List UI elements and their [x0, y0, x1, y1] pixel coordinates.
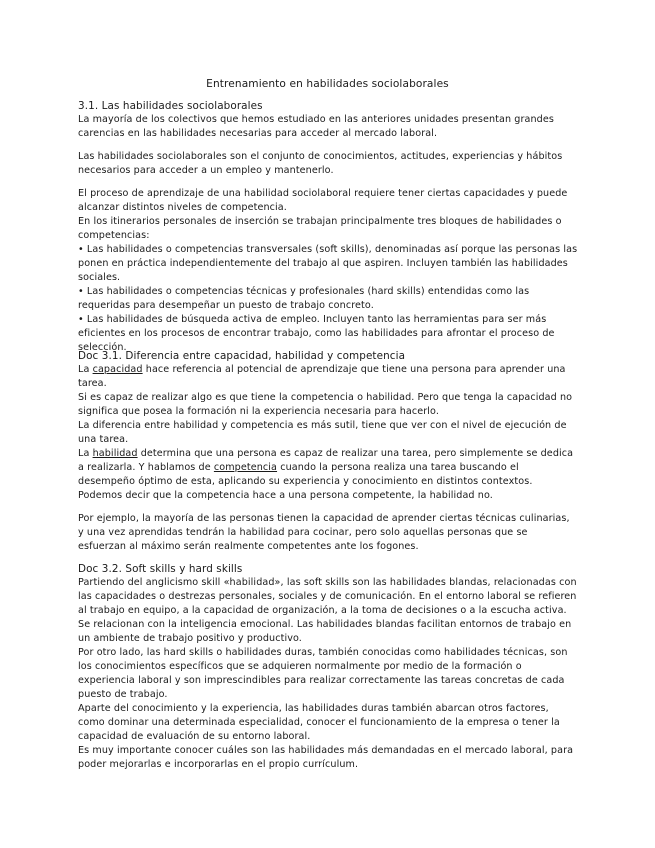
paragraph: Podemos decir que la competencia hace a una persona competente, la habilidad no. [78, 490, 493, 501]
section-heading-doc-3-1: Doc 3.1. Diferencia entre capacidad, habilidad y competencia [78, 350, 406, 362]
doc-3-2-body [78, 576, 578, 772]
term-competencia: competencia [213, 462, 278, 473]
paragraph: Aparte del conocimiento y la experiencia, las habilidades duras también abarcan otros factores, como dominar una determinada especialidad, conocer el funcionamiento de la empresa o tener la capacidad de evaluación de su entorno laboral. [78, 703, 560, 742]
paragraph: Las habilidades sociolaborales son el conjunto de conocimientos, actitudes, experiencias y hábitos necesarios para acceder a un empleo y mantenerlo. [78, 151, 563, 176]
paragraph: Por otro lado, las hard skills o habilidades duras, también conocidas como habilidades técnicas, son los conocimientos específicos que se adquieren normalmente por medio de la formación o experiencia laboral y son imprescindibles para realizar correctamente las tareas concretas de cada puesto de trabajo. [78, 647, 568, 700]
section-3-1-body [78, 113, 578, 355]
paragraph: La diferencia entre habilidad y competencia es más sutil, tiene que ver con el nivel de ejecución de una tarea. [78, 420, 567, 445]
term-habilidad: habilidad [92, 448, 138, 459]
paragraph: En los itinerarios personales de inserción se trabajan principalmente tres bloques de habilidades o competencias: [78, 216, 562, 241]
bullet-item: • Las habilidades de búsqueda activa de empleo. Incluyen tanto las herramientas para ser más eficientes en los procesos de encontrar trabajo, como las habilidades para afrontar el proceso de selección. [78, 314, 555, 353]
paragraph: Si es capaz de realizar algo es que tiene la competencia o habilidad. Pero que tenga la capacidad no significa que posea la formación ni la experiencia necesaria para hacerlo. [78, 392, 573, 417]
paragraph: La capacidad hace referencia al potencial de aprendizaje que tiene una persona para aprender una tarea. [78, 364, 566, 389]
paragraph: El proceso de aprendizaje de una habilidad sociolaboral requiere tener ciertas capacidades y puede alcanzar distintos niveles de competencia. [78, 188, 568, 213]
term-capacidad: capacidad [92, 364, 143, 375]
paragraph: La mayoría de los colectivos que hemos estudiado en las anteriores unidades presentan grandes carencias en las habilidades necesarias para acceder al mercado laboral. [78, 114, 554, 139]
document-title: Entrenamiento en habilidades sociolaborales [206, 78, 449, 90]
section-heading-3-1: 3.1. Las habilidades sociolaborales [78, 100, 263, 112]
paragraph: Es muy importante conocer cuáles son las habilidades más demandadas en el mercado laboral, para poder mejorarlas e incorporarlas en el propio currículum. [78, 745, 574, 770]
paragraph: Por ejemplo, la mayoría de las personas tienen la capacidad de aprender ciertas técnicas culinarias, y una vez aprendidas tendrán la habilidad para cocinar, pero solo aquellas personas que se esfuerzan al máximo serán realmente competentes ante los fogones. [78, 513, 570, 552]
bullet-item: • Las habilidades o competencias técnicas y profesionales (hard skills) entendidas como las requeridas para desempeñar un puesto de trabajo concreto. [78, 286, 530, 311]
bullet-item: • Las habilidades o competencias transversales (soft skills), denominadas así porque las personas las ponen en práctica independientemente del trabajo al que aspiren. Incluyen también las habilidades sociales. [78, 244, 578, 283]
paragraph: Partiendo del anglicismo skill «habilidad», las soft skills son las habilidades blandas, relacionadas con las capacidades o destrezas personales, sociales y de comunicación. En el entorno laboral se refieren al trabajo en equipo, a la capacidad de organización, a la toma de decisiones o a la escucha activa. Se relacionan con la inteligencia emocional. Las habilidades blandas facilitan entornos de trabajo en un ambiente de trabajo positivo y productivo. [78, 577, 577, 644]
doc-3-1-body [78, 363, 578, 554]
section-heading-doc-3-2: Doc 3.2. Soft skills y hard skills [78, 563, 243, 575]
paragraph: La habilidad determina que una persona es capaz de realizar una tarea, pero simplemente se dedica a realizarla. Y hablamos de competencia cuando la persona realiza una tarea buscando el desempeño óptimo de esta, aplicando su experiencia y conocimiento en distintos contextos. [78, 448, 574, 487]
